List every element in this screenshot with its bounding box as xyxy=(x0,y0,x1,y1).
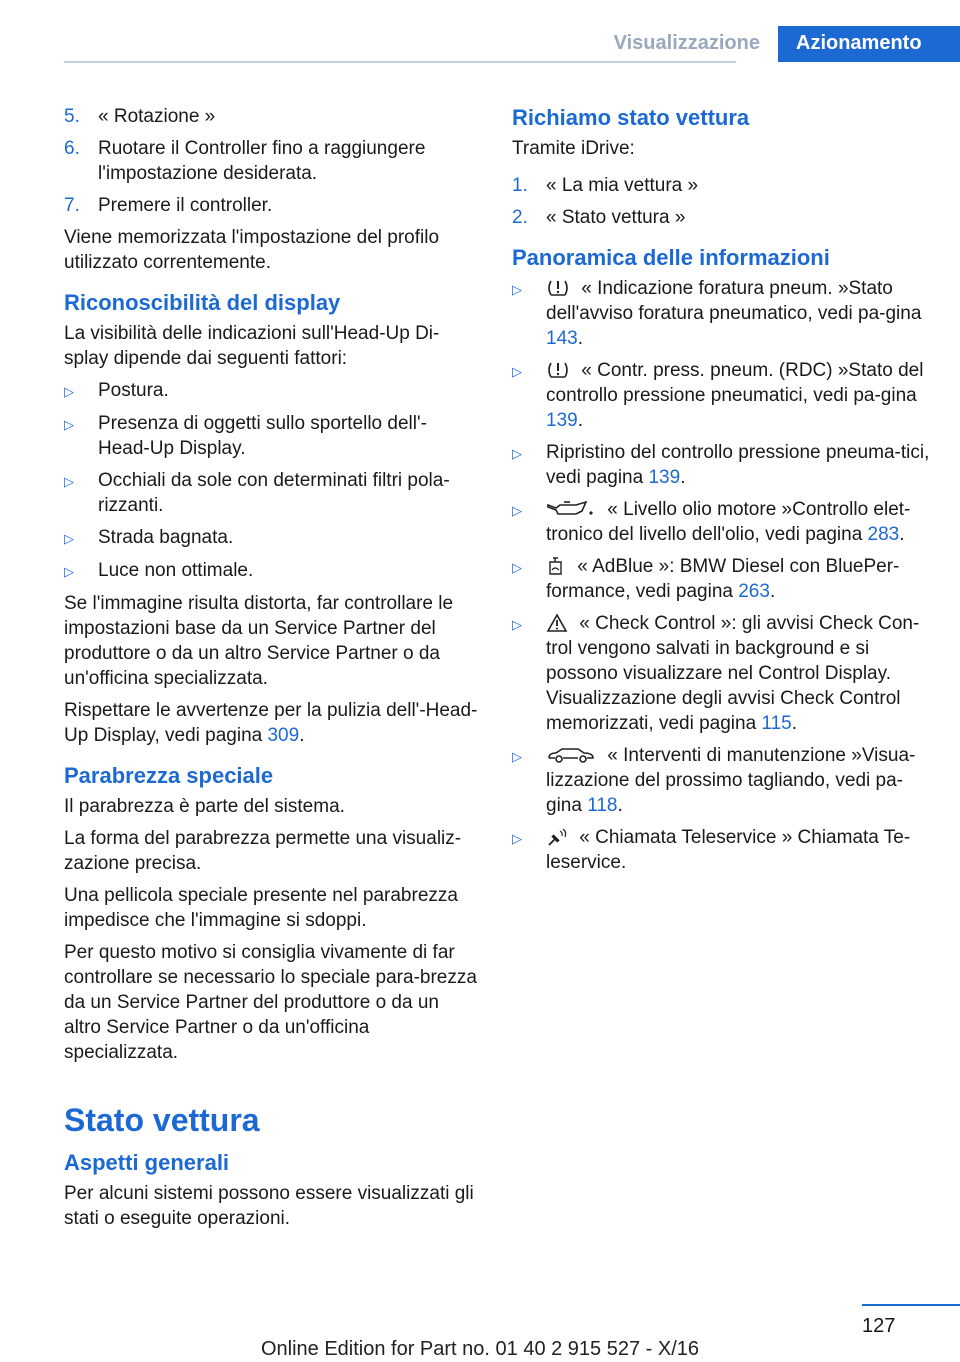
info-text: « Chiamata Teleservice » Chiamata Te‐leservice. xyxy=(546,827,911,873)
section-title: Stato vettura xyxy=(64,1102,260,1138)
step-number: 6. xyxy=(64,138,80,159)
bullet-triangle-icon: ▷ xyxy=(512,364,522,379)
page-link[interactable]: 143 xyxy=(546,328,578,349)
tab-visualizzazione[interactable]: Visualizzazione xyxy=(613,32,760,54)
tire-pressure-icon xyxy=(546,360,570,380)
page-link[interactable]: 139 xyxy=(546,410,578,431)
bullet-triangle-icon: ▷ xyxy=(512,446,522,461)
distort-text: Se l'immagine risulta distorta, far controllare le impostazioni base da un Service Partner del produttore o da un altro Service Partner o da un'officina specializzata. xyxy=(64,593,454,689)
step-text: « Rotazione » xyxy=(98,106,216,127)
list-item xyxy=(512,611,930,736)
factors-list xyxy=(64,378,478,584)
adblue-icon xyxy=(546,556,566,576)
general-text: Per alcuni sistemi possono essere visualizzati gli stati o eseguite operazioni. xyxy=(64,1183,474,1229)
step-number: 1. xyxy=(512,175,528,196)
list-item xyxy=(512,276,930,351)
list-item xyxy=(64,468,478,518)
page-number: 127 xyxy=(862,1315,896,1337)
bullet-triangle-icon: ▷ xyxy=(512,749,522,764)
footer-divider xyxy=(862,1304,960,1306)
item-tail: . xyxy=(617,795,623,816)
bullet-triangle-icon: ▷ xyxy=(64,384,74,399)
item-tail: . xyxy=(899,524,905,545)
bullet-triangle-icon: ▷ xyxy=(512,503,522,518)
right-column xyxy=(512,104,930,882)
bullet-triangle-icon: ▷ xyxy=(64,531,74,546)
general-heading: Aspetti generali xyxy=(64,1150,230,1175)
list-item xyxy=(512,497,930,547)
recall-intro: Tramite iDrive: xyxy=(512,138,635,159)
oil-can-icon xyxy=(546,499,596,519)
list-item xyxy=(512,825,930,875)
factor-text: Postura. xyxy=(98,380,169,401)
info-text: « Livello olio motore »Controllo elet‐tronico del livello dell'olio, vedi pagina xyxy=(546,499,911,545)
windshield-heading: Parabrezza speciale xyxy=(64,763,274,788)
windshield-paragraph: Per questo motivo si consiglia vivamente di far controllare se necessario lo speciale para‐brezza da un Service Partner del produttore o da un altro Service Partner o da un'officina specializzata. xyxy=(64,942,477,1063)
teleservice-icon xyxy=(546,827,568,847)
list-item xyxy=(512,743,930,818)
list-item xyxy=(512,554,930,604)
visibility-intro: La visibilità delle indicazioni sull'Head-Up Di‐splay dipende dai seguenti fattori: xyxy=(64,323,440,369)
visibility-heading: Riconoscibilità del display xyxy=(64,290,341,315)
list-item xyxy=(512,205,930,230)
recall-heading: Richiamo stato vettura xyxy=(512,105,750,130)
factor-text: Occhiali da sole con determinati filtri pola‐rizzanti. xyxy=(98,470,450,516)
bullet-triangle-icon: ▷ xyxy=(512,560,522,575)
step-text: « Stato vettura » xyxy=(546,207,686,228)
item-tail: . xyxy=(769,581,776,602)
overview-heading: Panoramica delle informazioni xyxy=(512,245,830,270)
info-text: Ripristino del controllo pressione pneuma‐tici, vedi pagina xyxy=(546,442,930,488)
header-divider xyxy=(64,61,736,63)
bullet-triangle-icon: ▷ xyxy=(64,474,74,489)
step-number: 2. xyxy=(512,207,528,228)
tire-puncture-icon xyxy=(546,278,570,298)
tab-azionamento[interactable]: Azionamento xyxy=(778,26,960,62)
list-item xyxy=(512,358,930,433)
cleaning-text: Rispettare le avvertenze per la pulizia dell'‐Head-Up Display, vedi pagina xyxy=(64,700,478,746)
step-text: Ruotare il Controller fino a raggiungere l'impostazione desiderata. xyxy=(98,138,426,184)
left-column xyxy=(64,104,478,1238)
cleaning-paragraph: Rispettare le avvertenze per la pulizia dell'‐Head-Up Display, vedi pagina 309. xyxy=(64,700,478,746)
recall-steps xyxy=(512,173,930,230)
memo-text: Viene memorizzata l'impostazione del profilo utilizzato correntemente. xyxy=(64,227,440,273)
step-number: 7. xyxy=(64,195,80,216)
list-item xyxy=(64,193,478,218)
info-text: « Interventi di manutenzione »Visua‐lizzazione del prossimo tagliando, vedi pa‐gina xyxy=(546,745,916,816)
list-item xyxy=(64,136,478,186)
page-link[interactable]: 309 xyxy=(267,725,300,746)
windshield-paragraph: Una pellicola speciale presente nel parabrezza impedisce che l'immagine si sdoppi. xyxy=(64,885,458,931)
bullet-triangle-icon: ▷ xyxy=(512,282,522,297)
warning-triangle-icon xyxy=(546,613,568,633)
item-tail: . xyxy=(577,410,583,431)
info-text: « Check Control »: gli avvisi Check Con‐trol vengono salvati in background e si possono visualizzare nel Control Display. Visualizzazione degli avvisi Check Control memorizzati, vedi pagina xyxy=(546,613,920,734)
list-item xyxy=(64,104,478,129)
item-tail: . xyxy=(577,328,583,349)
info-text: « Contr. press. pneum. (RDC) »Stato del controllo pressione pneumatici, vedi pa‐gina xyxy=(546,360,924,406)
windshield-paragraph: Il parabrezza è parte del sistema. xyxy=(64,796,345,817)
list-item xyxy=(512,173,930,198)
list-item xyxy=(64,525,478,551)
header-tabs xyxy=(598,26,960,62)
info-text: « Indicazione foratura pneum. »Stato dell'avviso foratura pneumatico, vedi pa‐gina xyxy=(546,278,922,324)
step-number: 5. xyxy=(64,106,80,127)
bullet-triangle-icon: ▷ xyxy=(64,417,74,432)
list-item xyxy=(64,411,478,461)
step-text: Premere il controller. xyxy=(98,195,273,216)
list-item xyxy=(64,558,478,584)
page-link[interactable]: 115 xyxy=(761,713,792,734)
page-link[interactable]: 139 xyxy=(648,467,681,488)
windshield-paragraph: La forma del parabrezza permette una visualiz‐zazione precisa. xyxy=(64,828,462,874)
factor-text: Strada bagnata. xyxy=(98,527,234,548)
info-list xyxy=(512,276,930,875)
page-link[interactable]: 263 xyxy=(738,581,770,602)
info-text: « AdBlue »: BMW Diesel con BluePer‐formance, vedi pagina xyxy=(546,556,900,602)
page-link[interactable]: 283 xyxy=(867,524,900,545)
bullet-triangle-icon: ▷ xyxy=(512,831,522,846)
service-car-icon xyxy=(546,745,596,765)
edition-text: Online Edition for Part no. 01 40 2 915 527 - X/16 xyxy=(260,1338,700,1360)
step-text: « La mia vettura » xyxy=(546,175,699,196)
bullet-triangle-icon: ▷ xyxy=(512,617,522,632)
bullet-triangle-icon: ▷ xyxy=(64,564,74,579)
page-link[interactable]: 118 xyxy=(587,795,618,816)
factor-text: Luce non ottimale. xyxy=(98,560,254,581)
item-tail: . xyxy=(791,713,798,734)
steps-list xyxy=(64,104,478,218)
item-tail: . xyxy=(680,467,686,488)
list-item xyxy=(512,440,930,490)
list-item xyxy=(64,378,478,404)
factor-text: Presenza di oggetti sullo sportello dell'‐Head-Up Display. xyxy=(98,413,427,459)
